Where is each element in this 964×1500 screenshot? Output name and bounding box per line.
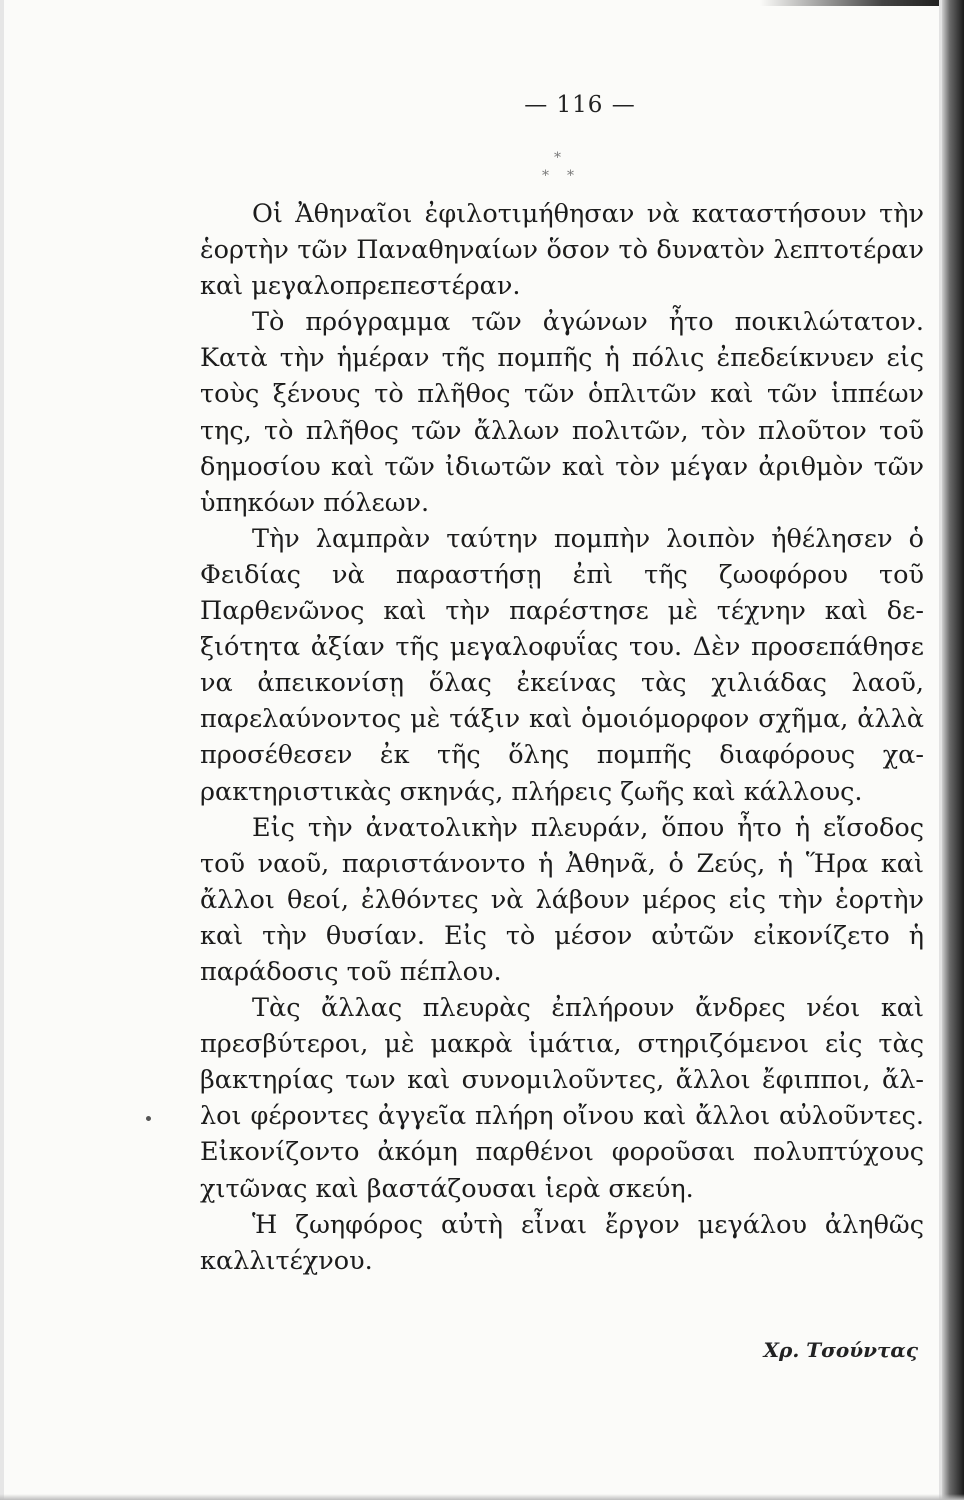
scan-edge-top (760, 0, 964, 6)
body-text (200, 196, 924, 1279)
scan-edge-bottom (0, 1494, 964, 1500)
paragraph-3: Τὴν λαμπρὰν ταύτην πομπὴν λοιπὸν ἠθέλησεν ὁ Φειδίας νὰ παραστήσῃ ἐπὶ τῆς ζωοφόρου τοῦ Παρθενῶνος καὶ τὴν παρέστησε μὲ τέχνην καὶ δεξιότητα ἀξίαν τῆς μεγαλοφυΐας του. Δὲν προσεπάθησε να ἀπεικονίσῃ ὅλας ἐκείνας τὰς χιλιάδας λαοῦ, παρελαύνοντος μὲ τάξιν καὶ ὁμοιόμορφον σχῆμα, ἀλλὰ προσέθεσεν ἐκ τῆς ὅλης πομπῆς διαφόρους χαρακτηριστικὰς σκηνάς, πλήρεις ζωῆς καὶ κάλλους. (200, 523, 924, 807)
paragraph-5: Τὰς ἄλλας πλευρὰς ἐπλήρουν ἄνδρες νέοι καὶ πρεσβύτεροι, μὲ μακρὰ ἱμάτια, στηριζόμενοι εἰς τὰς βακτηρίας των καὶ συνομιλοῦντες, ἄλλοι ἔφιπποι, ἄλλοι φέροντες ἀγγεῖα πλήρη οἴνου καὶ ἄλλοι αὐλοῦντες. Εἰκονίζοντο ἀκόμη παρθένοι φοροῦσαι πολυπτύχους χιτῶνας καὶ βαστάζουσαι ἱερὰ σκεύη. (200, 993, 924, 1204)
asterisk-star-icon: * (554, 150, 561, 166)
paragraph-4: Εἰς τὴν ἀνατολικὴν πλευράν, ὅπου ἦτο ἡ εἴσοδος τοῦ ναοῦ, παριστάνοντο ἡ Ἀθηνᾶ, ὁ Ζεύς, ἡ Ἥρα καὶ ἄλλοι θεοί, ἐλθόντες νὰ λάβουν μέρος εἰς τὴν ἑορτὴν καὶ τὴν θυσίαν. Εἰς τὸ μέσον αὐτῶν εἰκονίζετο ἡ παράδοσις τοῦ πέπλου. (200, 812, 924, 987)
scan-edge-right (942, 0, 964, 1500)
scan-edge-left (0, 0, 4, 1500)
asterisk-star-icon: * (542, 168, 549, 184)
paragraph-6: Ἡ ζωηφόρος αὐτὴ εἶναι ἔργον μεγάλου ἀληθῶς καλλιτέχνου. (200, 1209, 924, 1276)
page-number: — 116 — (524, 92, 636, 118)
author-signature: Χρ. Τσούντας (763, 1338, 918, 1362)
paragraph-1: Οἱ Ἀθηναῖοι ἐφιλοτιμήθησαν νὰ καταστήσουν τὴν ἑορτὴν τῶν Παναθηναίων ὅσον τὸ δυνατὸν λεπτοτέραν καὶ μεγαλοπρεπεστέραν. (200, 199, 924, 302)
asterisk-star-icon: * (567, 168, 574, 184)
scan-speck (145, 1115, 152, 1122)
asterism-divider (537, 150, 587, 196)
paragraph-2: Τὸ πρόγραμμα τῶν ἀγώνων ἦτο ποικιλώτατον. Κατὰ τὴν ἡμέραν τῆς πομπῆς ἡ πόλις ἐπεδείκνυεν εἰς τοὺς ξένους τὸ πλῆθος τῶν ὁπλιτῶν καὶ τῶν ἱππέων της, τὸ πλῆθος τῶν ἄλλων πολιτῶν, τὸν πλοῦτον τοῦ δημοσίου καὶ τῶν ἰδιωτῶν καὶ τὸν μέγαν ἀριθμὸν τῶν ὑπηκόων πόλεων. (200, 307, 924, 518)
